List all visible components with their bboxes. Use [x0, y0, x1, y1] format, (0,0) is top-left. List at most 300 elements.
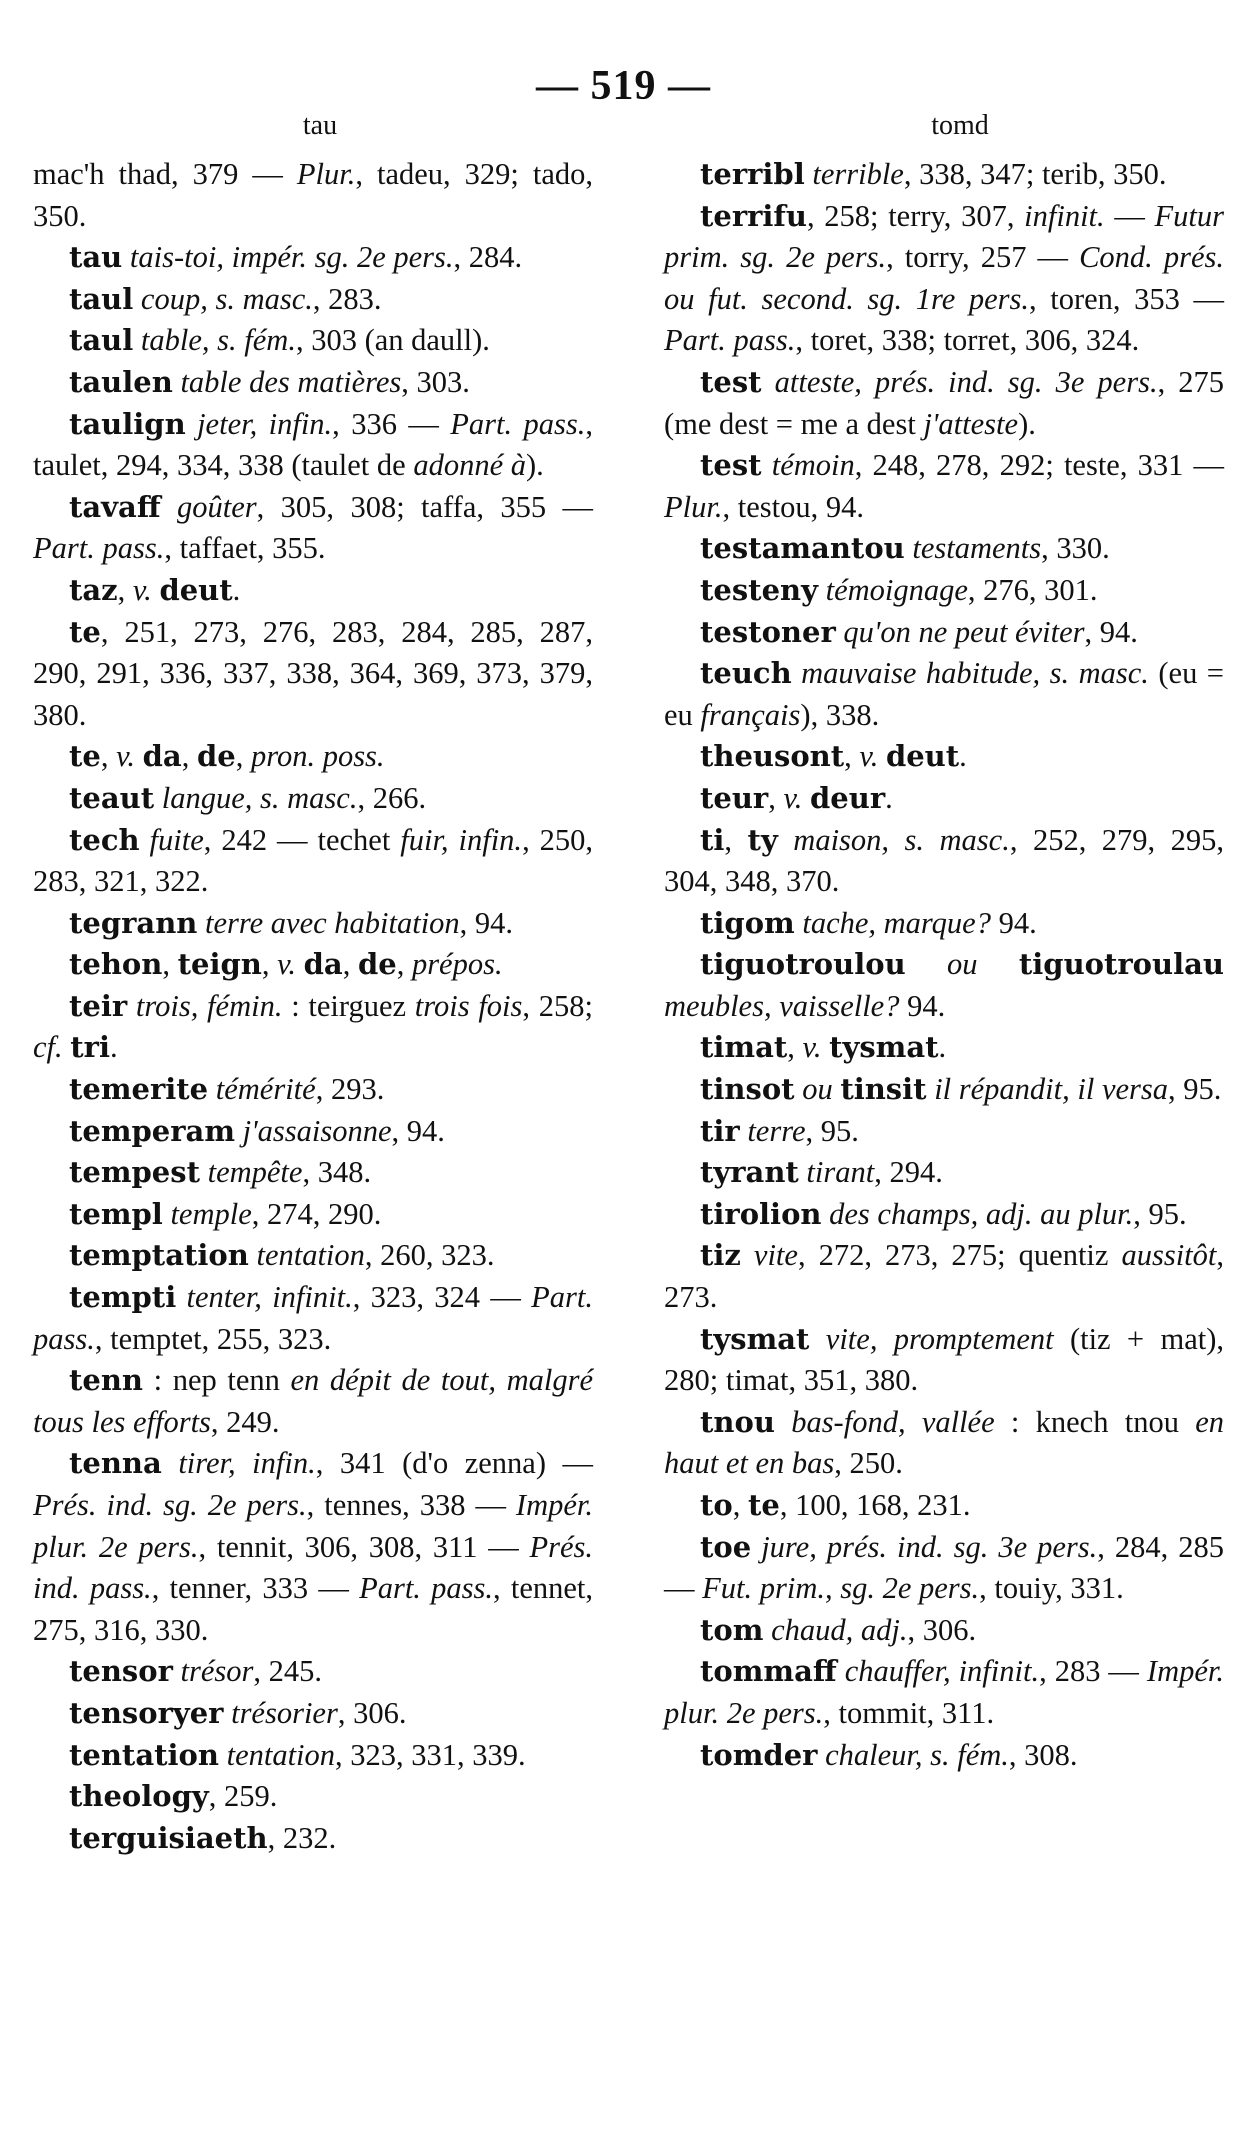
gloss-italic: aussitôt [1121, 1238, 1217, 1273]
headword: to [700, 1488, 733, 1522]
gloss-italic: chaleur, s. fém. [825, 1737, 1009, 1772]
gloss-italic: v. [859, 739, 879, 774]
dictionary-entry [664, 1527, 1224, 1610]
gloss-italic: témoignage [825, 572, 968, 607]
headword: tomder [700, 1737, 818, 1772]
entry-text [154, 781, 162, 815]
dictionary-entry [33, 1069, 593, 1111]
headword: te [69, 614, 101, 649]
entry-text [176, 1280, 186, 1314]
gloss-italic: adonné à [413, 448, 526, 483]
entry-text: . [885, 780, 893, 815]
dictionary-entry [33, 1693, 593, 1735]
entry-text: , 232. [267, 1820, 337, 1855]
dictionary-entry [33, 237, 593, 279]
gloss-italic: Cond. prés. ou fut. second. sg. 1re pers. [664, 240, 1224, 316]
entry-text: , 249. [210, 1404, 280, 1439]
gloss-italic: goûter [177, 489, 257, 524]
entry-text [878, 739, 886, 773]
entry-text: ). [1018, 406, 1036, 441]
gloss-italic: Part. pass. [33, 1280, 594, 1356]
entry-text: , 266. [357, 780, 427, 815]
dictionary-entry [33, 154, 593, 237]
entry-text: , 94. [1084, 614, 1138, 649]
entry-text: , [162, 947, 178, 982]
entry-text [778, 823, 794, 857]
gloss-italic: tentation [226, 1737, 336, 1772]
gloss-italic: table, s. fém. [140, 323, 296, 358]
headword: tirolion [700, 1196, 822, 1231]
gloss-italic: fuir, infin. [400, 822, 523, 857]
entry-text [802, 781, 810, 815]
headword: taulign [69, 406, 186, 441]
entry-text: , 338, 347; terib, 350. [903, 157, 1167, 191]
entry-text: , 94. [391, 1113, 445, 1148]
entry-text: , 283. [312, 281, 382, 316]
headword: teaut [69, 780, 155, 815]
gloss-italic: trésor [180, 1654, 254, 1689]
entry-text: , 248, 278, 292; teste, 331 — [854, 448, 1224, 483]
headword: teur [700, 780, 769, 815]
dictionary-entry [664, 445, 1224, 528]
dictionary-entry [33, 1651, 593, 1693]
dictionary-entry [33, 487, 593, 570]
headword: ty [747, 822, 778, 857]
gloss-italic: j'atteste [923, 406, 1019, 441]
dictionary-entry [664, 820, 1224, 903]
entry-text: . [232, 572, 241, 607]
headword: de [196, 739, 236, 774]
gloss-italic: tirer, infin. [178, 1446, 316, 1481]
dictionary-entry [664, 362, 1224, 445]
headword: tyrant [700, 1155, 799, 1190]
gloss-italic: j'assaisonne [242, 1113, 392, 1148]
right-column [664, 154, 1224, 1776]
entry-text [906, 947, 947, 981]
entry-text: , [100, 739, 117, 774]
dictionary-entry [664, 154, 1224, 196]
gloss-italic: Impér. plur. 2e pers. [33, 1488, 593, 1564]
gloss-italic: Fut. prim., sg. 2e pers. [702, 1571, 980, 1606]
gloss-italic: trois fois [414, 988, 523, 1023]
gloss-italic: Part. pass. [33, 531, 165, 566]
left-column [33, 154, 593, 1859]
entry-text: . [938, 1030, 947, 1065]
gloss-italic: maison, s. masc. [793, 822, 1010, 857]
dictionary-entry [664, 778, 1224, 820]
dictionary-entry [33, 736, 593, 778]
entry-text [762, 365, 775, 399]
gloss-italic: v. [277, 947, 296, 982]
entry-text: , 252, 279, 295, 304, 348, 370. [664, 822, 1225, 899]
dictionary-entry [33, 1152, 593, 1194]
dictionary-entry [664, 1651, 1224, 1734]
headword: tiguotroulou [700, 947, 906, 982]
entry-text: , 330. [1041, 531, 1110, 566]
headword: tir [700, 1113, 740, 1148]
entry-text [741, 1238, 754, 1272]
entry-text: , 258; [522, 988, 593, 1023]
gloss-italic: vite, promptement [825, 1321, 1054, 1356]
entry-text: , 276, 301. [967, 572, 1098, 607]
headword: tigom [700, 905, 795, 940]
gloss-italic: bas-fond, vallée [791, 1404, 995, 1439]
entry-text: , 323, 324 — [352, 1280, 532, 1315]
headword: tech [69, 822, 140, 857]
entry-text: , 306. [907, 1612, 977, 1647]
dictionary-entry [664, 612, 1224, 654]
gloss-italic: pron. poss. [250, 739, 385, 774]
gloss-italic: Impér. plur. 2e pers. [664, 1654, 1225, 1730]
headword: tiguotroulau [1018, 947, 1225, 982]
entry-text [762, 448, 772, 482]
entry-text: , [844, 739, 860, 774]
dictionary-entry [33, 1818, 593, 1860]
dictionary-entry [664, 1152, 1224, 1194]
gloss-italic: cf. [33, 1030, 63, 1065]
headword: tenn [69, 1363, 144, 1398]
entry-text: , 259. [208, 1779, 278, 1814]
headword: testeny [700, 572, 818, 607]
gloss-italic: tache, marque? [802, 905, 991, 940]
entry-text: , toret, 338; torret, 306, 324. [795, 323, 1140, 358]
headword: testoner [700, 614, 836, 649]
gloss-italic: chaud, adj. [771, 1612, 908, 1647]
running-head-right: tomd [931, 110, 989, 141]
entry-text: , testou, 94. [722, 489, 864, 524]
entry-text: , 95. [1168, 1072, 1222, 1107]
gloss-italic: Prés. ind. pass. [33, 1529, 594, 1606]
entry-text: , taulet, 294, 334, 338 (taulet de [33, 406, 594, 483]
dictionary-entry [33, 362, 593, 404]
entry-text [751, 1530, 761, 1564]
headword: tysmat [700, 1321, 810, 1356]
headword: theology [69, 1779, 209, 1814]
gloss-italic: Plur. [664, 489, 723, 524]
dictionary-entry [664, 1610, 1224, 1652]
headword: tnou [700, 1404, 775, 1439]
entry-text: , toren, 353 — [1029, 281, 1225, 316]
dictionary-entry [664, 1194, 1224, 1236]
entry-text: , 274, 290. [251, 1196, 382, 1231]
headword: teir [69, 988, 128, 1023]
entry-text: , 251, 273, 276, 283, 284, 285, 287, 290, 291, 336, 337, 338, 364, 369, 373, 379, 380. [33, 614, 593, 732]
gloss-italic: il répandit, il versa [934, 1072, 1169, 1107]
entry-text: , [768, 780, 784, 815]
dictionary-entry [33, 1235, 593, 1277]
gloss-italic: témérité [215, 1072, 316, 1107]
entry-text: , 273. [664, 1238, 1225, 1315]
gloss-italic: prépos. [411, 947, 503, 982]
entry-text: , 258; terry, 307, [806, 198, 1025, 233]
gloss-italic: tentation [256, 1238, 365, 1273]
entry-text: , 242 — techet [203, 822, 401, 857]
entry-text: , 94. [459, 905, 514, 940]
entry-text: — [1104, 198, 1155, 233]
entry-text: , touiy, 331. [979, 1571, 1124, 1606]
entry-text: , 283 — [1039, 1654, 1147, 1689]
headword: tommaff [700, 1654, 837, 1689]
gloss-italic: trésorier [231, 1695, 338, 1730]
gloss-italic: v. [802, 1030, 822, 1065]
headword: timat [700, 1030, 788, 1065]
entry-text: , 336 — [332, 406, 451, 441]
entry-text: . [959, 739, 967, 774]
entry-text: , 323, 331, 339. [335, 1737, 526, 1772]
gloss-italic: français [700, 697, 801, 732]
entry-text: , 293. [315, 1072, 385, 1107]
entry-text: , 303 (an daull). [295, 323, 490, 358]
headword: teuch [700, 656, 792, 691]
entry-text: , [787, 1030, 803, 1065]
entry-text [818, 573, 826, 607]
entry-text: , 250. [834, 1446, 903, 1481]
dictionary-entry [33, 1277, 593, 1360]
entry-text: , tenner, 333 — [151, 1571, 360, 1606]
entry-text: , torry, 257 — [886, 240, 1080, 275]
gloss-italic: Futur prim. sg. 2e pers. [664, 198, 1224, 275]
headword: tinsit [840, 1072, 927, 1107]
headword: taz [69, 572, 118, 607]
gloss-italic: trois, fémin. [135, 988, 283, 1023]
entry-text: , tennes, 338 — [306, 1488, 516, 1522]
entry-text [140, 823, 150, 857]
entry-text: , 303. [401, 364, 470, 399]
entry-text [809, 1322, 825, 1356]
entry-text: , 100, 168, 231. [779, 1488, 971, 1522]
dictionary-entry [33, 404, 593, 487]
entry-text [162, 1446, 179, 1480]
dictionary-entry [33, 903, 593, 945]
entry-text: , 305, 308; taffa, 355 — [256, 489, 593, 524]
entry-text [127, 989, 136, 1023]
headword: tehon [69, 947, 163, 982]
headword: te [69, 739, 101, 774]
headword: tiz [700, 1238, 741, 1273]
entry-text: , [261, 947, 278, 982]
entry-text: , 272, 273, 275; quentiz [797, 1238, 1122, 1273]
gloss-italic: tirant [806, 1155, 875, 1190]
headword: tenna [69, 1446, 162, 1481]
headword: test [700, 364, 762, 399]
entry-text: , 260, 323. [364, 1238, 495, 1273]
entry-text [223, 1696, 231, 1730]
entry-text [821, 1030, 829, 1064]
headword: te [748, 1488, 780, 1522]
dictionary-entry [664, 1111, 1224, 1153]
entry-text: , [117, 572, 133, 607]
headword: temptation [69, 1238, 249, 1273]
gloss-italic: meubles, vaisselle? [664, 988, 900, 1023]
headword: tensoryer [69, 1695, 224, 1730]
entry-text [978, 947, 1019, 981]
dictionary-entry [33, 1735, 593, 1777]
gloss-italic: vite [753, 1238, 798, 1273]
entry-text [296, 947, 304, 981]
entry-text [173, 1654, 181, 1688]
gloss-italic: mauvaise habitude, s. masc. [801, 656, 1149, 691]
entry-text [763, 1613, 771, 1647]
dictionary-entry [664, 1069, 1224, 1111]
dictionary-entry [33, 1443, 593, 1651]
entry-text: : knech tnou [994, 1404, 1196, 1439]
entry-text: , tennit, 306, 308, 311 — [198, 1529, 530, 1564]
dictionary-entry [664, 1235, 1224, 1318]
entry-text [235, 1114, 243, 1148]
entry-text: 94. [990, 905, 1037, 940]
entry-text: , 95. [1133, 1196, 1187, 1231]
gloss-italic: en haut et en bas [664, 1404, 1225, 1481]
dictionary-entry [664, 1319, 1224, 1402]
entry-text: . [109, 1030, 118, 1065]
gloss-italic: Part. pass. [450, 406, 586, 441]
headword: tysmat [829, 1030, 939, 1065]
headword: theusont [700, 739, 845, 774]
entry-text [219, 1738, 227, 1772]
entry-text: , temptet, 255, 323. [94, 1321, 332, 1356]
dictionary-entry [33, 612, 593, 737]
entry-text: , [732, 1488, 748, 1522]
entry-text: 94. [899, 988, 946, 1023]
gloss-italic: chauffer, infinit. [844, 1654, 1040, 1689]
entry-text: , 294. [874, 1155, 943, 1190]
dictionary-entry [664, 196, 1224, 362]
headword: temerite [69, 1072, 209, 1107]
headword: deut [159, 572, 233, 607]
dictionary-entry [33, 820, 593, 903]
gloss-italic: terre [747, 1113, 806, 1148]
headword: tom [700, 1612, 764, 1647]
gloss-italic: Prés. ind. sg. 2e pers. [33, 1488, 307, 1522]
headword: tri [70, 1030, 110, 1065]
gloss-italic: tempête [207, 1155, 303, 1190]
dictionary-entry [664, 653, 1224, 736]
headword: teign [177, 947, 262, 982]
entry-text [186, 407, 197, 441]
headword: testamantou [700, 531, 905, 566]
gloss-italic: infinit. [1024, 198, 1105, 233]
entry-text: : nep tenn [143, 1363, 291, 1398]
dictionary-entry [33, 778, 593, 820]
gloss-italic: temple [170, 1196, 252, 1231]
gloss-italic: testaments [912, 531, 1042, 566]
entry-text [817, 1738, 825, 1772]
entry-text [208, 1072, 216, 1106]
entry-text [122, 240, 130, 274]
gloss-italic: v. [116, 739, 136, 774]
entry-text [822, 1197, 830, 1231]
gloss-italic: ou [802, 1072, 833, 1107]
gloss-italic: ou [947, 947, 978, 982]
entry-text: (eu = eu [664, 656, 1224, 732]
entry-text [792, 656, 801, 690]
entry-text: , [342, 947, 358, 982]
entry-text: (tiz + mat), 280; timat, 351, 380. [664, 1321, 1224, 1398]
dictionary-entry [33, 986, 593, 1069]
gloss-italic: des champs, adj. au plur. [829, 1196, 1134, 1231]
entry-text [200, 1155, 208, 1189]
gloss-italic: table des matières [180, 364, 402, 399]
gloss-italic: tais-toi, impér. sg. 2e pers. [129, 240, 454, 275]
gloss-italic: Plur. [296, 157, 356, 191]
entry-text: , 284. [453, 240, 523, 275]
entry-text: , 341 (d'o zenna) — [315, 1446, 593, 1481]
headword: tau [69, 240, 123, 275]
headword: tentation [69, 1737, 219, 1772]
entry-text: , 306. [337, 1695, 407, 1730]
gloss-italic: Part. pass. [359, 1571, 493, 1606]
dictionary-entry [664, 903, 1224, 945]
headword: de [357, 947, 397, 982]
entry-text: , 245. [253, 1654, 323, 1689]
dictionary-entry [664, 528, 1224, 570]
headword: taul [69, 281, 134, 316]
headword: ti [700, 822, 725, 857]
headword: terribl [700, 157, 805, 191]
entry-text [197, 906, 205, 940]
dictionary-entry [33, 1194, 593, 1236]
gloss-italic: jeter, infin. [197, 406, 333, 441]
dictionary-entry [664, 944, 1224, 1027]
running-head-left: tau [302, 110, 338, 141]
gloss-italic: terre avec habitation [205, 905, 460, 940]
headword: tempti [69, 1280, 177, 1315]
dictionary-entry [33, 320, 593, 362]
entry-text: , tennet, 275, 316, 330. [33, 1571, 593, 1647]
gloss-italic: Part. pass. [664, 323, 796, 358]
entry-text [135, 739, 143, 773]
entry-text: , [181, 739, 197, 774]
entry-text [775, 1405, 791, 1439]
entry-text: , [396, 947, 412, 982]
headword: tavaff [69, 489, 161, 524]
entry-text: , [724, 822, 748, 857]
headword: templ [69, 1196, 163, 1231]
gloss-italic: fuite [149, 822, 204, 857]
gloss-italic: terrible [812, 157, 904, 191]
headword: temperam [69, 1113, 236, 1148]
gloss-italic: qu'on ne peut éviter [843, 614, 1085, 649]
gloss-italic: atteste, prés. ind. sg. 3e pers. [774, 364, 1158, 399]
entry-text: , 95. [805, 1113, 859, 1148]
page-number: — 519 — [536, 63, 711, 109]
entry-text: , tadeu, 329; tado, 350. [33, 157, 593, 233]
gloss-italic: témoin [771, 448, 855, 483]
gloss-italic: en dépit de tout, malgré tous les efforts [33, 1363, 593, 1439]
headword: tempest [69, 1155, 200, 1190]
dictionary-entry [33, 1111, 593, 1153]
dictionary-entry [664, 736, 1224, 778]
dictionary-entry [33, 279, 593, 321]
entry-text: , 250, 283, 321, 322. [33, 822, 594, 899]
entry-text: , taffaet, 355. [164, 531, 326, 566]
headword: tensor [69, 1654, 173, 1689]
entry-text: , 275 (me dest = me a dest [664, 364, 1225, 441]
dictionary-entry [33, 570, 593, 612]
headword: deut [885, 739, 960, 774]
entry-text: , 348. [302, 1155, 372, 1190]
headword: da [142, 739, 182, 774]
dictionary-entry [664, 1027, 1224, 1069]
entry-text: , tommit, 311. [823, 1695, 995, 1730]
headword: toe [700, 1529, 752, 1564]
entry-text [133, 323, 141, 357]
entry-text [161, 490, 177, 524]
headword: taul [69, 323, 134, 358]
dictionary-entry [664, 1402, 1224, 1485]
entry-text: ), 338. [800, 697, 880, 732]
entry-text: , [235, 739, 251, 774]
